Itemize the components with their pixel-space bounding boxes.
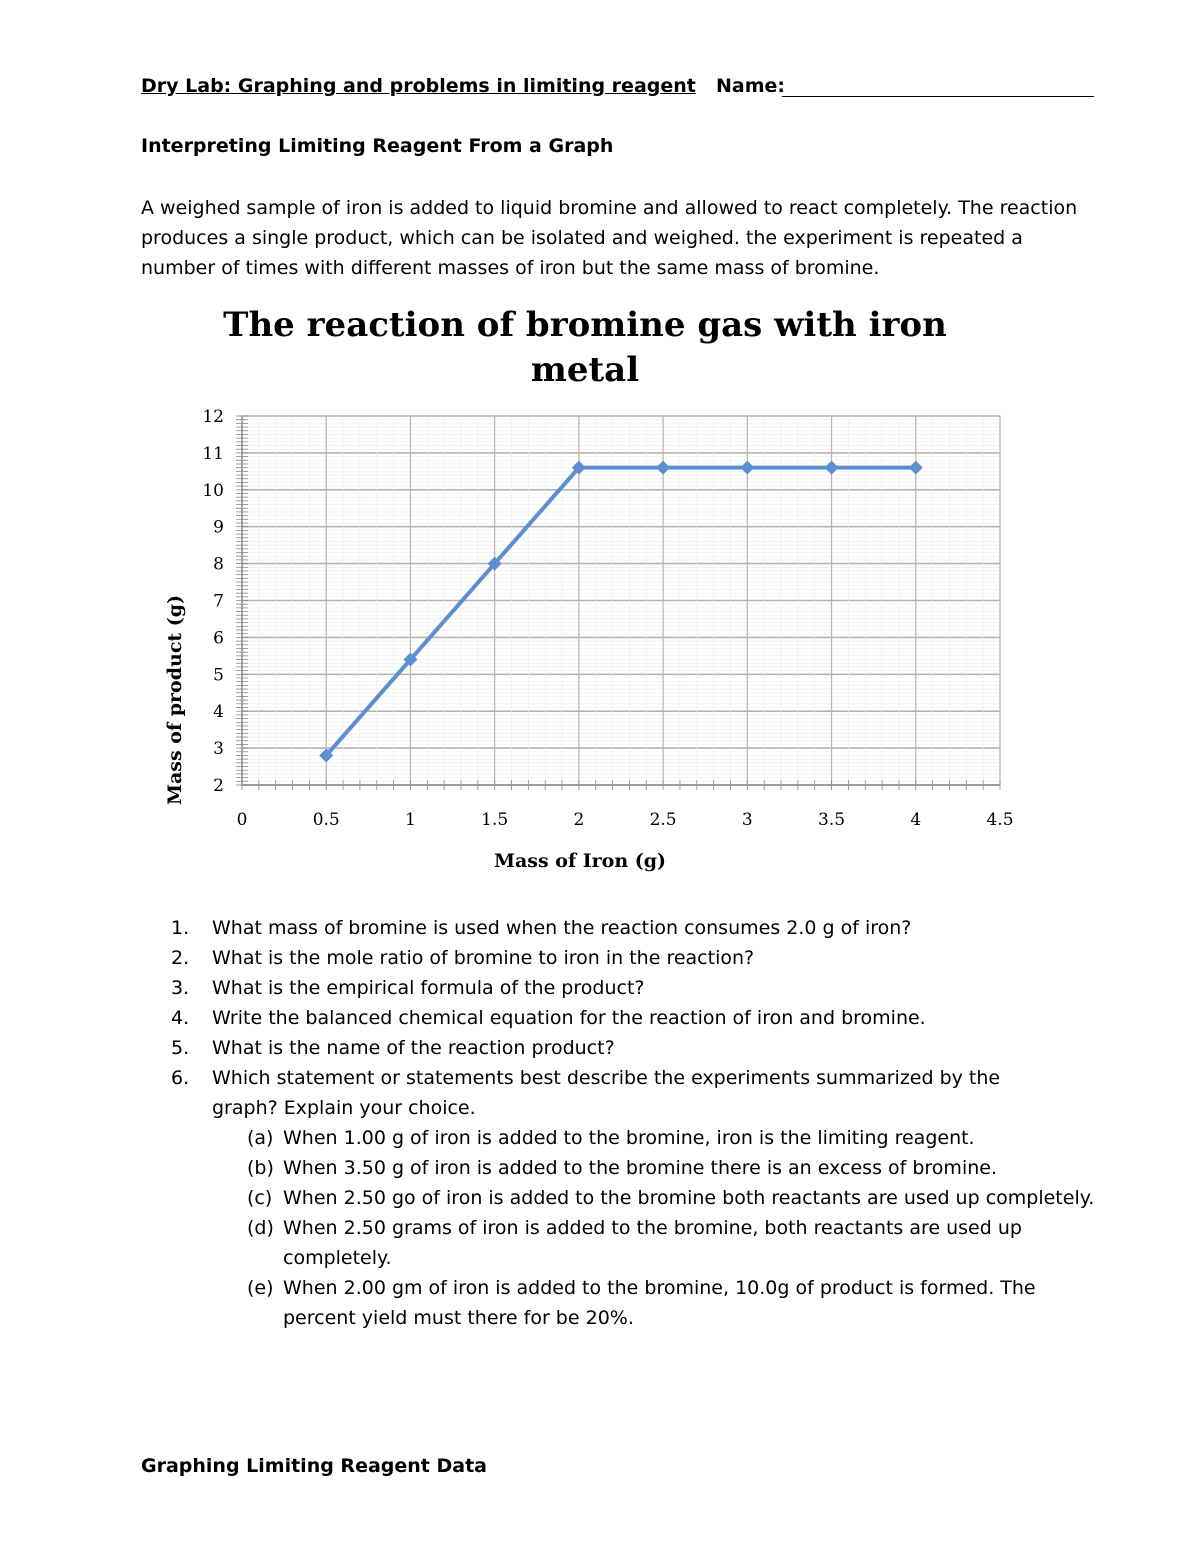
question-item: [171, 1063, 1161, 1123]
chart-axes: [236, 416, 1000, 790]
option-item: [247, 1213, 1161, 1273]
option-letter: (b): [247, 1157, 274, 1179]
section-heading-interpreting: Interpreting Limiting Reagent From a Graph: [141, 135, 614, 157]
option-letter: (c): [247, 1187, 273, 1209]
data-point: [909, 461, 923, 475]
question-item: [171, 973, 1161, 1003]
y-tick-label: 12: [202, 407, 224, 427]
data-point: [825, 461, 839, 475]
x-tick-label: 1.5: [481, 810, 509, 830]
question-number: 3.: [171, 977, 190, 999]
x-tick-label: 1: [405, 810, 416, 830]
option-text: When 2.50 go of iron is added to the bromine both reactants are used up completely.: [283, 1187, 1095, 1209]
name-blank-line: [782, 96, 1094, 97]
x-tick-label: 0: [236, 810, 248, 830]
chart-title-line-2: metal: [530, 350, 640, 390]
question-list: [171, 913, 1161, 1333]
question-text: What is the name of the reaction product?: [212, 1037, 615, 1059]
y-tick-label: 3: [213, 739, 224, 760]
x-tick-label: 2.5: [649, 810, 677, 830]
question-number: 2.: [171, 947, 190, 969]
question-text: What is the mole ratio of bromine to iron in the reaction?: [212, 947, 755, 969]
question-number: 1.: [171, 917, 190, 939]
y-axis-label: Mass of product (g): [164, 594, 186, 806]
y-tick-label: 5: [213, 665, 224, 686]
option-text: When 3.50 g of iron is added to the bromine there is an excess of bromine.: [283, 1157, 997, 1179]
y-tick-labels: [202, 407, 224, 796]
x-axis-label: Mass of Iron (g): [493, 850, 667, 872]
x-tick-label: 0.5: [312, 810, 340, 830]
reaction-line-chart: [160, 300, 1020, 880]
chart-gridlines: [242, 416, 1000, 785]
question-number: 4.: [171, 1007, 190, 1029]
x-tick-label: 4: [910, 810, 922, 830]
option-text: When 1.00 g of iron is added to the bromine, iron is the limiting reagent.: [283, 1127, 975, 1149]
option-text: When 2.00 gm of iron is added to the bromine, 10.0g of product is formed. The percent yield must there for be 20%.: [283, 1277, 1036, 1329]
question-item: [171, 1003, 1161, 1033]
y-tick-label: 8: [213, 554, 224, 575]
y-tick-label: 7: [213, 591, 224, 612]
question-item: [171, 943, 1161, 973]
data-point: [740, 461, 754, 475]
x-tick-label: 3: [741, 810, 753, 830]
option-letter: (a): [247, 1127, 274, 1149]
question-item: [171, 1033, 1161, 1063]
chart-title-line-1: The reaction of bromine gas with iron: [223, 305, 947, 345]
question-number: 5.: [171, 1037, 190, 1059]
y-tick-label: 11: [202, 443, 224, 464]
y-tick-label: 2: [213, 776, 224, 796]
intro-paragraph: A weighed sample of iron is added to liquid bromine and allowed to react completely. The reaction produces a single product, which can be isolated and weighed. the experiment is repeated a number of times with different masses of iron but the same mass of bromine.: [141, 197, 1078, 279]
y-tick-label: 4: [213, 702, 224, 723]
question-number: 6.: [171, 1067, 190, 1089]
option-text: When 2.50 grams of iron is added to the bromine, both reactants are used up completely.: [283, 1217, 1022, 1269]
question-text: What is the empirical formula of the product?: [212, 977, 645, 999]
option-item: [247, 1123, 1161, 1153]
option-item: [247, 1273, 1161, 1333]
option-letter: (d): [247, 1217, 274, 1239]
section-heading-graphing: Graphing Limiting Reagent Data: [141, 1455, 487, 1477]
x-tick-label: 4.5: [986, 810, 1014, 830]
option-letter: (e): [247, 1277, 274, 1299]
data-point: [656, 461, 670, 475]
y-tick-label: 9: [213, 517, 224, 538]
question-text: What mass of bromine is used when the reaction consumes 2.0 g of iron?: [212, 917, 912, 939]
y-tick-label: 6: [213, 628, 224, 649]
worksheet-title: Dry Lab: Graphing and problems in limiting reagent: [141, 75, 696, 97]
name-label: Name:: [716, 75, 786, 97]
x-tick-label: 3.5: [818, 810, 846, 830]
question-text: Which statement or statements best describe the experiments summarized by the graph? Explain your choice.: [212, 1067, 1001, 1119]
option-item: [247, 1153, 1161, 1183]
question-item: [171, 913, 1161, 943]
y-tick-label: 10: [202, 480, 224, 501]
question-text: Write the balanced chemical equation for the reaction of iron and bromine.: [212, 1007, 926, 1029]
x-tick-labels: [237, 810, 1014, 830]
option-item: [247, 1183, 1161, 1213]
x-tick-label: 2: [573, 810, 585, 830]
